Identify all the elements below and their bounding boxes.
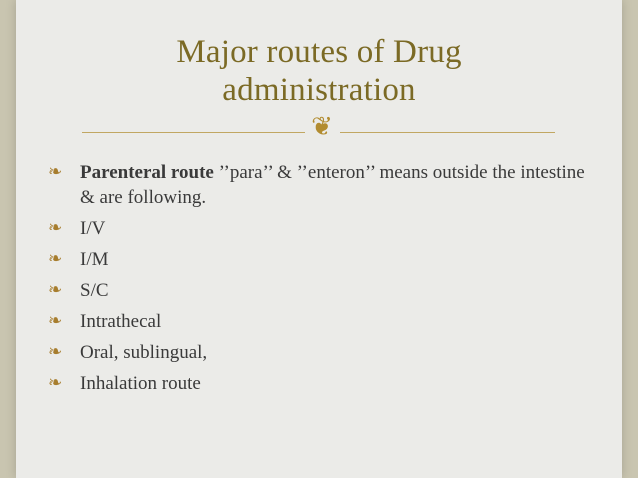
ornamental-bullet-icon: ❧	[48, 311, 63, 331]
bullet-item-sc	[48, 278, 588, 303]
bullet-item-inhalation	[48, 371, 588, 396]
bullet-text-im: I/M	[80, 249, 109, 270]
ornamental-bullet-icon: ❧	[48, 162, 63, 182]
bullet-text-intrathecal: Intrathecal	[80, 311, 162, 332]
ornamental-bullet-icon: ❧	[48, 249, 63, 269]
bullet-text-oral-sublingual: Oral, sublingual,	[80, 342, 208, 363]
bullet-text-iv: I/V	[80, 218, 106, 239]
ornamental-bullet-icon: ❧	[48, 342, 63, 362]
bullet-description-parenteral: ’’para’’ & ’’enteron’’ means outside the intestine & are following.	[80, 162, 585, 208]
bullet-text-sc: S/C	[80, 280, 109, 301]
bullet-text-inhalation: Inhalation route	[80, 373, 201, 394]
title-line-2: administration	[222, 72, 416, 108]
ornamental-bullet-icon: ❧	[48, 280, 63, 300]
ornamental-bullet-icon: ❧	[48, 218, 63, 238]
bullet-text-parenteral	[80, 160, 588, 210]
ornamental-swash-icon: ❦	[311, 112, 333, 141]
bullet-item-iv	[48, 216, 588, 241]
slide-title	[0, 33, 638, 109]
title-divider-right	[340, 132, 555, 133]
bullet-item-oral-sublingual	[48, 340, 588, 365]
ornamental-bullet-icon: ❧	[48, 373, 63, 393]
bullet-bold-parenteral: Parenteral route	[80, 162, 214, 183]
title-line-1: Major routes of Drug	[176, 34, 462, 70]
title-divider-left	[82, 132, 305, 133]
bullet-item-parenteral	[48, 160, 588, 210]
bullet-item-im	[48, 247, 588, 272]
bullet-item-intrathecal	[48, 309, 588, 334]
slide-content	[48, 160, 588, 402]
